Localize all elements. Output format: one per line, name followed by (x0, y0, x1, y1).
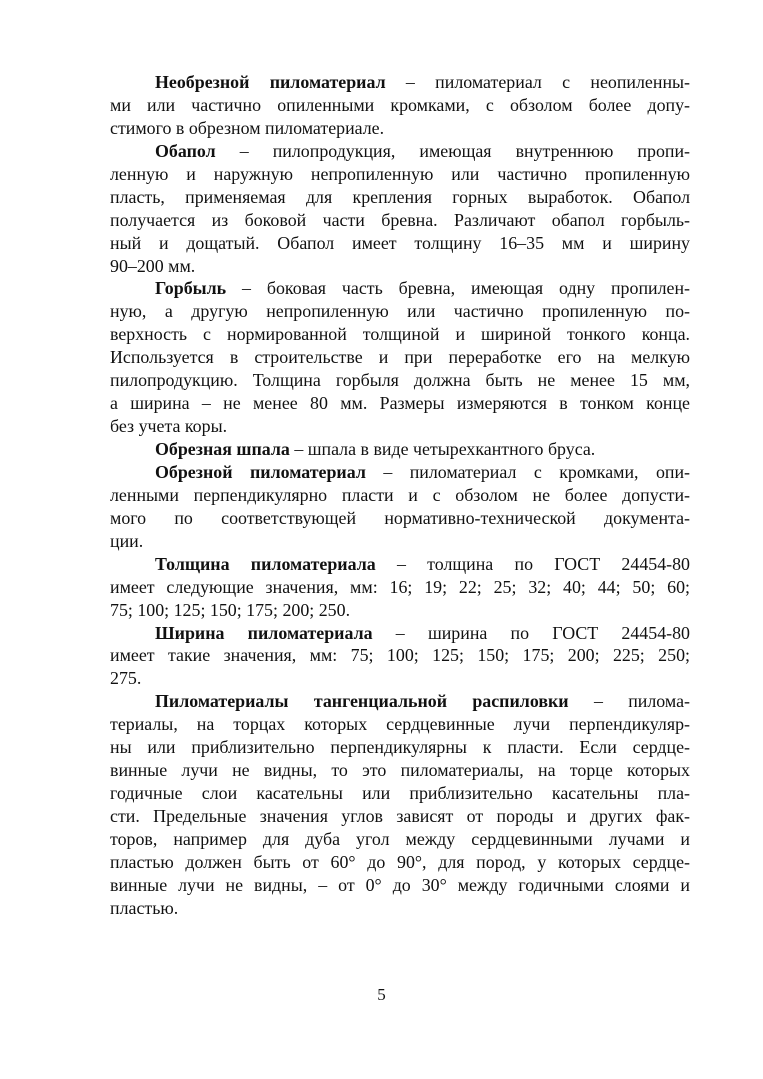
line-text: – шпала в виде четырехкантного бруса. (289, 439, 596, 459)
term: Толщина пиломатериала (155, 553, 376, 574)
paragraph-line: годичные слои касательны или приблизительно касательны пла- (110, 783, 690, 804)
paragraph-line: пластью должен быть от 60° до 90°, для пород, у которых сердце- (110, 851, 690, 872)
paragraph-line (110, 71, 690, 94)
paragraph-line (110, 622, 690, 645)
paragraph-obreznoy (110, 461, 690, 553)
paragraph-line: получается из боковой части бревна. Различают обапол горбыль- (110, 209, 690, 230)
paragraph-line: ленными перпендикулярно пласти и с обзолом не более допусти- (110, 484, 690, 505)
term: Обрезная шпала (155, 439, 290, 459)
term: Пиломатериалы тангенциальной распиловки (155, 691, 569, 712)
paragraph-line (110, 438, 690, 461)
paragraph-line: ны или приблизительно перпендикулярны к пласти. Если сердце- (110, 737, 690, 758)
paragraph-obapol (110, 140, 690, 278)
paragraph-line: верхность с нормированной толщиной и шириной тонкого конца. (110, 324, 690, 345)
paragraph-line (110, 277, 690, 300)
paragraph-line: 90–200 мм. (110, 255, 196, 276)
paragraph-line: имеет следующие значения, мм: 16; 19; 22; 25; 32; 40; 44; 50; 60; (110, 576, 690, 597)
line-text: – пиломатериал с кромками, опи- (365, 461, 691, 482)
paragraph-line: мого по соответствующей нормативно-технической документа- (110, 507, 690, 528)
paragraph-neobreznoy (110, 71, 690, 140)
paragraph-line: пилопродукцию. Толщина горбыля должна быть не менее 15 мм, (110, 370, 690, 391)
term: Обапол (155, 140, 216, 161)
paragraph-line: без учета коры. (110, 416, 228, 437)
paragraph-shirina (110, 622, 690, 691)
paragraph-line: ную, а другую непропиленную или частично пропиленную по- (110, 301, 690, 322)
term: Горбыль (155, 278, 227, 299)
paragraph-line: ми или частично опиленными кромками, с обзолом более допу- (110, 94, 690, 115)
paragraph-line (110, 553, 690, 576)
paragraph-line: пластью. (110, 897, 179, 918)
paragraph-line (110, 461, 690, 484)
paragraph-line (110, 140, 690, 163)
page-text (110, 71, 690, 920)
paragraph-tolshchina (110, 553, 690, 622)
paragraph-line (110, 690, 690, 713)
paragraph-line: Используется в строительстве и при переработке его на мелкую (110, 347, 690, 368)
term: Ширина пиломатериала (155, 622, 373, 643)
paragraph-line: торов, например для дуба угол между сердцевинными лучами и (110, 828, 690, 849)
paragraph-line: ции. (110, 530, 144, 551)
paragraph-line: сти. Предельные значения углов зависят от породы и других фак- (110, 806, 690, 826)
line-text: – ширина по ГОСТ 24454-80 (372, 622, 690, 643)
paragraph-line: винные лучи не видны, – от 0° до 30° между годичными слоями и (110, 874, 690, 895)
paragraph-gorbyl (110, 277, 690, 438)
line-text: – пилома- (568, 691, 690, 712)
paragraph-line: винные лучи не видны, то это пиломатериалы, на торце которых (110, 760, 690, 781)
line-text: – пилопродукция, имеющая внутреннюю пропи- (215, 140, 690, 161)
paragraph-line: стимого в обрезном пиломатериале. (110, 117, 385, 138)
paragraph-line: а ширина – не менее 80 мм. Размеры измеряются в тонком конце (110, 393, 690, 414)
paragraph-line: териалы, на торцах которых сердцевинные лучи перпендикуляр- (110, 714, 690, 735)
paragraph-obreznaya-shpala (110, 438, 690, 461)
paragraph-tangentsialnoy (110, 690, 690, 919)
paragraph-line: ный и дощатый. Обапол имеет толщину 16–35 мм и ширину (110, 232, 690, 253)
page-number: 5 (377, 985, 386, 1004)
paragraph-line: имеет такие значения, мм: 75; 100; 125; 150; 175; 200; 225; 250; (110, 645, 690, 666)
paragraph-line: ленную и наружную непропиленную или частично пропиленную (110, 163, 690, 184)
paragraph-line: 275. (110, 668, 142, 689)
line-text: – толщина по ГОСТ 24454-80 (375, 553, 691, 574)
line-text: – пиломатериал с неопиленны- (385, 72, 690, 92)
term: Обрезной пиломатериал (155, 461, 366, 482)
paragraph-line: пласть, применяемая для крепления горных выработок. Обапол (110, 186, 690, 207)
term: Необрезной пиломатериал (155, 72, 386, 92)
line-text: – боковая часть бревна, имеющая одну пропилен- (226, 278, 690, 299)
paragraph-line: 75; 100; 125; 150; 175; 200; 250. (110, 599, 351, 620)
